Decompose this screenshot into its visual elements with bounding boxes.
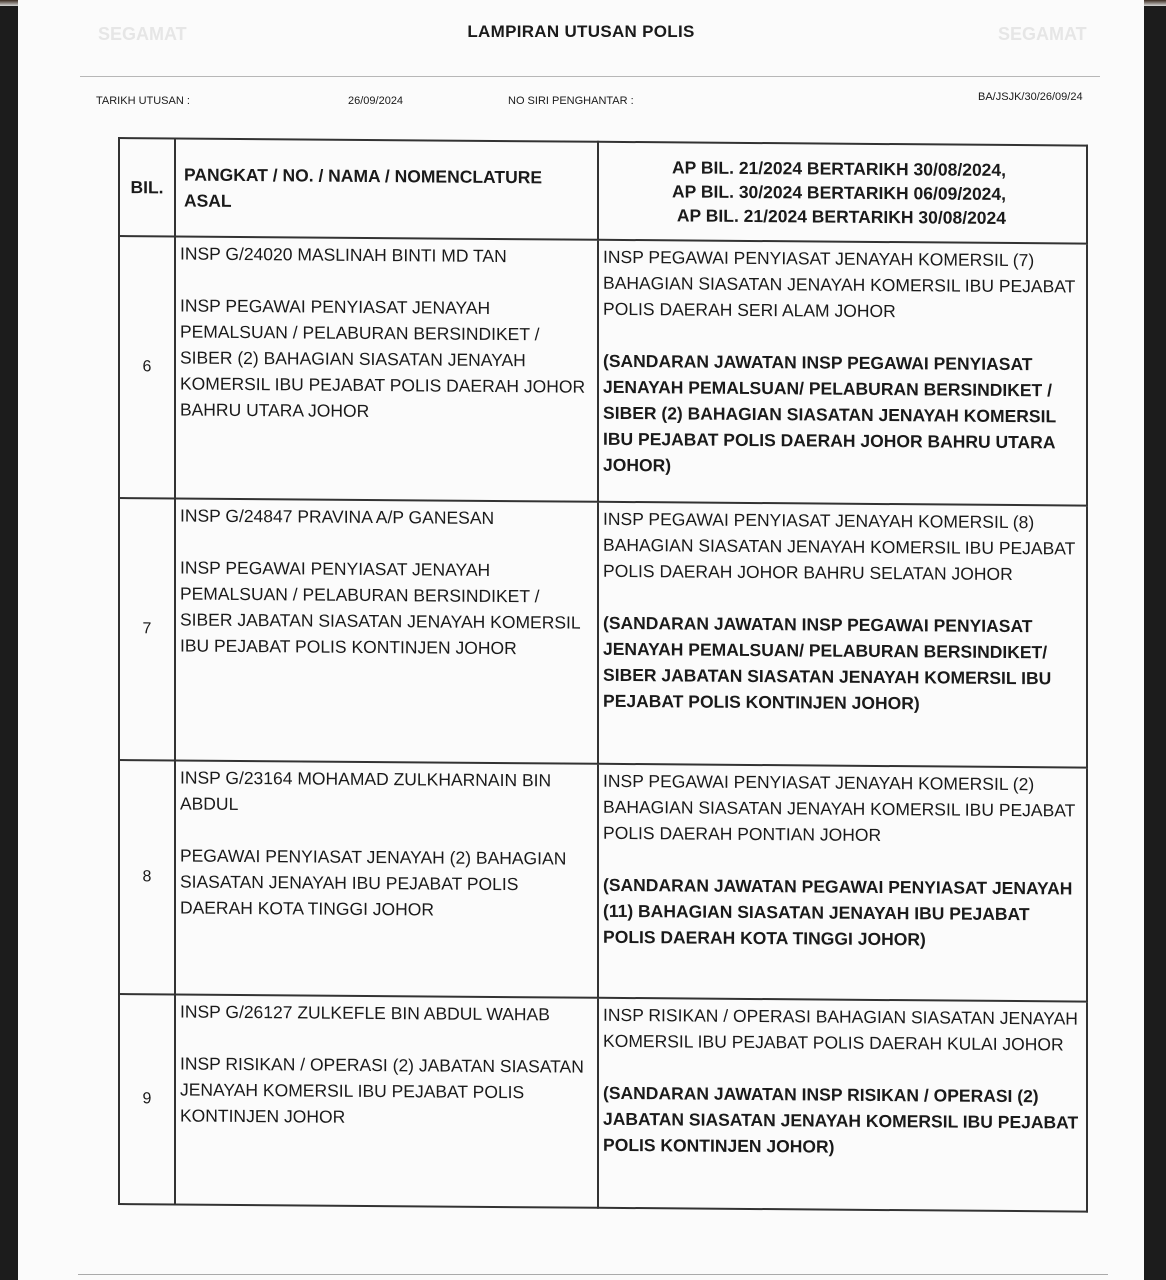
new-post: INSP RISIKAN / OPERASI BAHAGIAN SIASATAN JENAYAH KOMERSIL IBU PEJABAT POLIS DAERAH KULAI JOHOR [603,1004,1078,1055]
tarikh-label: TARIKH UTUSAN : [96,95,190,107]
row-asal-cell [175,498,598,763]
header-ap-line1: AP BIL. 21/2024 BERTARIKH 30/08/2024, [672,157,1006,180]
header-divider [80,76,1100,77]
page-title: LAMPIRAN UTUSAN POLIS [467,22,695,41]
row-new-post-cell [598,240,1087,506]
row-bil: 8 [119,760,175,994]
officer-name: INSP G/24847 PRAVINA A/P GANESAN [179,505,495,528]
new-post: INSP PEGAWAI PENYIASAT JENAYAH KOMERSIL (2) BAHAGIAN SIASATAN JENAYAH KOMERSIL IBU PEJABAT POLIS DAERAH PONTIAN JOHOR [603,770,1076,845]
ghost-watermark-right: SEGAMAT [998,24,1087,44]
row-bil: 6 [119,236,175,498]
no-siri-label: NO SIRI PENGHANTAR : [508,95,634,107]
reference-number: BA/JSJK/30/26/09/24 [978,91,1083,103]
header-bil: BIL. [119,138,175,236]
new-post: INSP PEGAWAI PENYIASAT JENAYAH KOMERSIL (7) BAHAGIAN SIASATAN JENAYAH KOMERSIL IBU PEJABAT POLIS DAERAH SERI ALAM JOHOR [603,246,1076,322]
officer-name: INSP G/23164 MOHAMAD ZULKHARNAIN BIN ABDUL [179,767,552,814]
header-ap-line3: AP BIL. 21/2024 BERTARIKH 30/08/2024 [676,205,1006,228]
document-page [18,0,1144,1280]
row-asal-cell [175,236,598,501]
row-new-post-cell [598,502,1087,768]
row-asal-cell [175,760,598,997]
table-header-row [119,138,1087,244]
officer-name: INSP G/24020 MASLINAH BINTI MD TAN [179,243,507,267]
header-asal: PANGKAT / NO. / NAMA / NOMENCLATURE ASAL [175,138,598,239]
table-row [119,498,1087,768]
original-post: PEGAWAI PENYIASAT JENAYAH (2) BAHAGIAN SIASATAN JENAYAH IBU PEJABAT POLIS DAERAH KOTA TINGGI JOHOR [179,845,567,920]
table-row [119,994,1087,1212]
new-post: INSP PEGAWAI PENYIASAT JENAYAH KOMERSIL (8) BAHAGIAN SIASATAN JENAYAH KOMERSIL IBU PEJABAT POLIS DAERAH JOHOR BAHRU SELATAN JOHOR [603,508,1076,585]
officer-name: INSP G/26127 ZULKEFLE BIN ABDUL WAHAB [179,1001,550,1025]
row-asal-cell [175,994,598,1207]
header-ap [598,142,1087,244]
original-post: INSP PEGAWAI PENYIASAT JENAYAH PEMALSUAN / PELABURAN BERSINDIKET / SIBER JABATAN SIASATAN JENAYAH KOMERSIL IBU PEJABAT POLIS KONTINJEN JOHOR [179,557,580,659]
row-new-post-cell [598,998,1087,1212]
table-row [119,760,1087,1002]
original-post: INSP RISIKAN / OPERASI (2) JABATAN SIASATAN JENAYAH KOMERSIL IBU PEJABAT POLIS KONTINJEN JOHOR [179,1053,584,1127]
ghost-watermark-left: SEGAMAT [98,24,187,44]
sandaran-note: (SANDARAN JAWATAN INSP PEGAWAI PENYIASAT JENAYAH PEMALSUAN/ PELABURAN BERSINDIKET/ SIBER JABATAN SIASATAN JENAYAH KOMERSIL IBU PEJABAT POLIS KONTINJEN JOHOR) [603,612,1052,714]
row-new-post-cell [598,764,1087,1002]
sandaran-note: (SANDARAN JAWATAN INSP RISIKAN / OPERASI (2) JABATAN SIASATAN JENAYAH KOMERSIL IBU PEJABAT POLIS KONTINJEN JOHOR) [603,1082,1079,1157]
header-ap-line2: AP BIL. 30/2024 BERTARIKH 06/09/2024, [672,181,1006,204]
table-row [119,236,1087,506]
sandaran-note: (SANDARAN JAWATAN PEGAWAI PENYIASAT JENAYAH (11) BAHAGIAN SIASATAN JENAYAH IBU PEJABAT POLIS DAERAH KOTA TINGGI JOHOR) [603,874,1073,950]
footer-divider [78,1274,1108,1275]
row-bil: 9 [119,994,175,1204]
row-bil: 7 [119,498,175,760]
tarikh-value: 26/09/2024 [348,95,404,107]
original-post: INSP PEGAWAI PENYIASAT JENAYAH PEMALSUAN / PELABURAN BERSINDIKET / SIBER (2) BAHAGIAN SIASATAN JENAYAH KOMERSIL IBU PEJABAT POLIS DAERAH JOHOR BAHRU UTARA JOHOR [179,295,586,421]
sandaran-note: (SANDARAN JAWATAN INSP PEGAWAI PENYIASAT JENAYAH PEMALSUAN/ PELABURAN BERSINDIKET / SIBER (2) BAHAGIAN SIASATAN JENAYAH KOMERSIL IBU PEJABAT POLIS DAERAH JOHOR BAHRU UTARA JOHOR) [603,350,1056,476]
transfer-table [118,137,1088,1213]
